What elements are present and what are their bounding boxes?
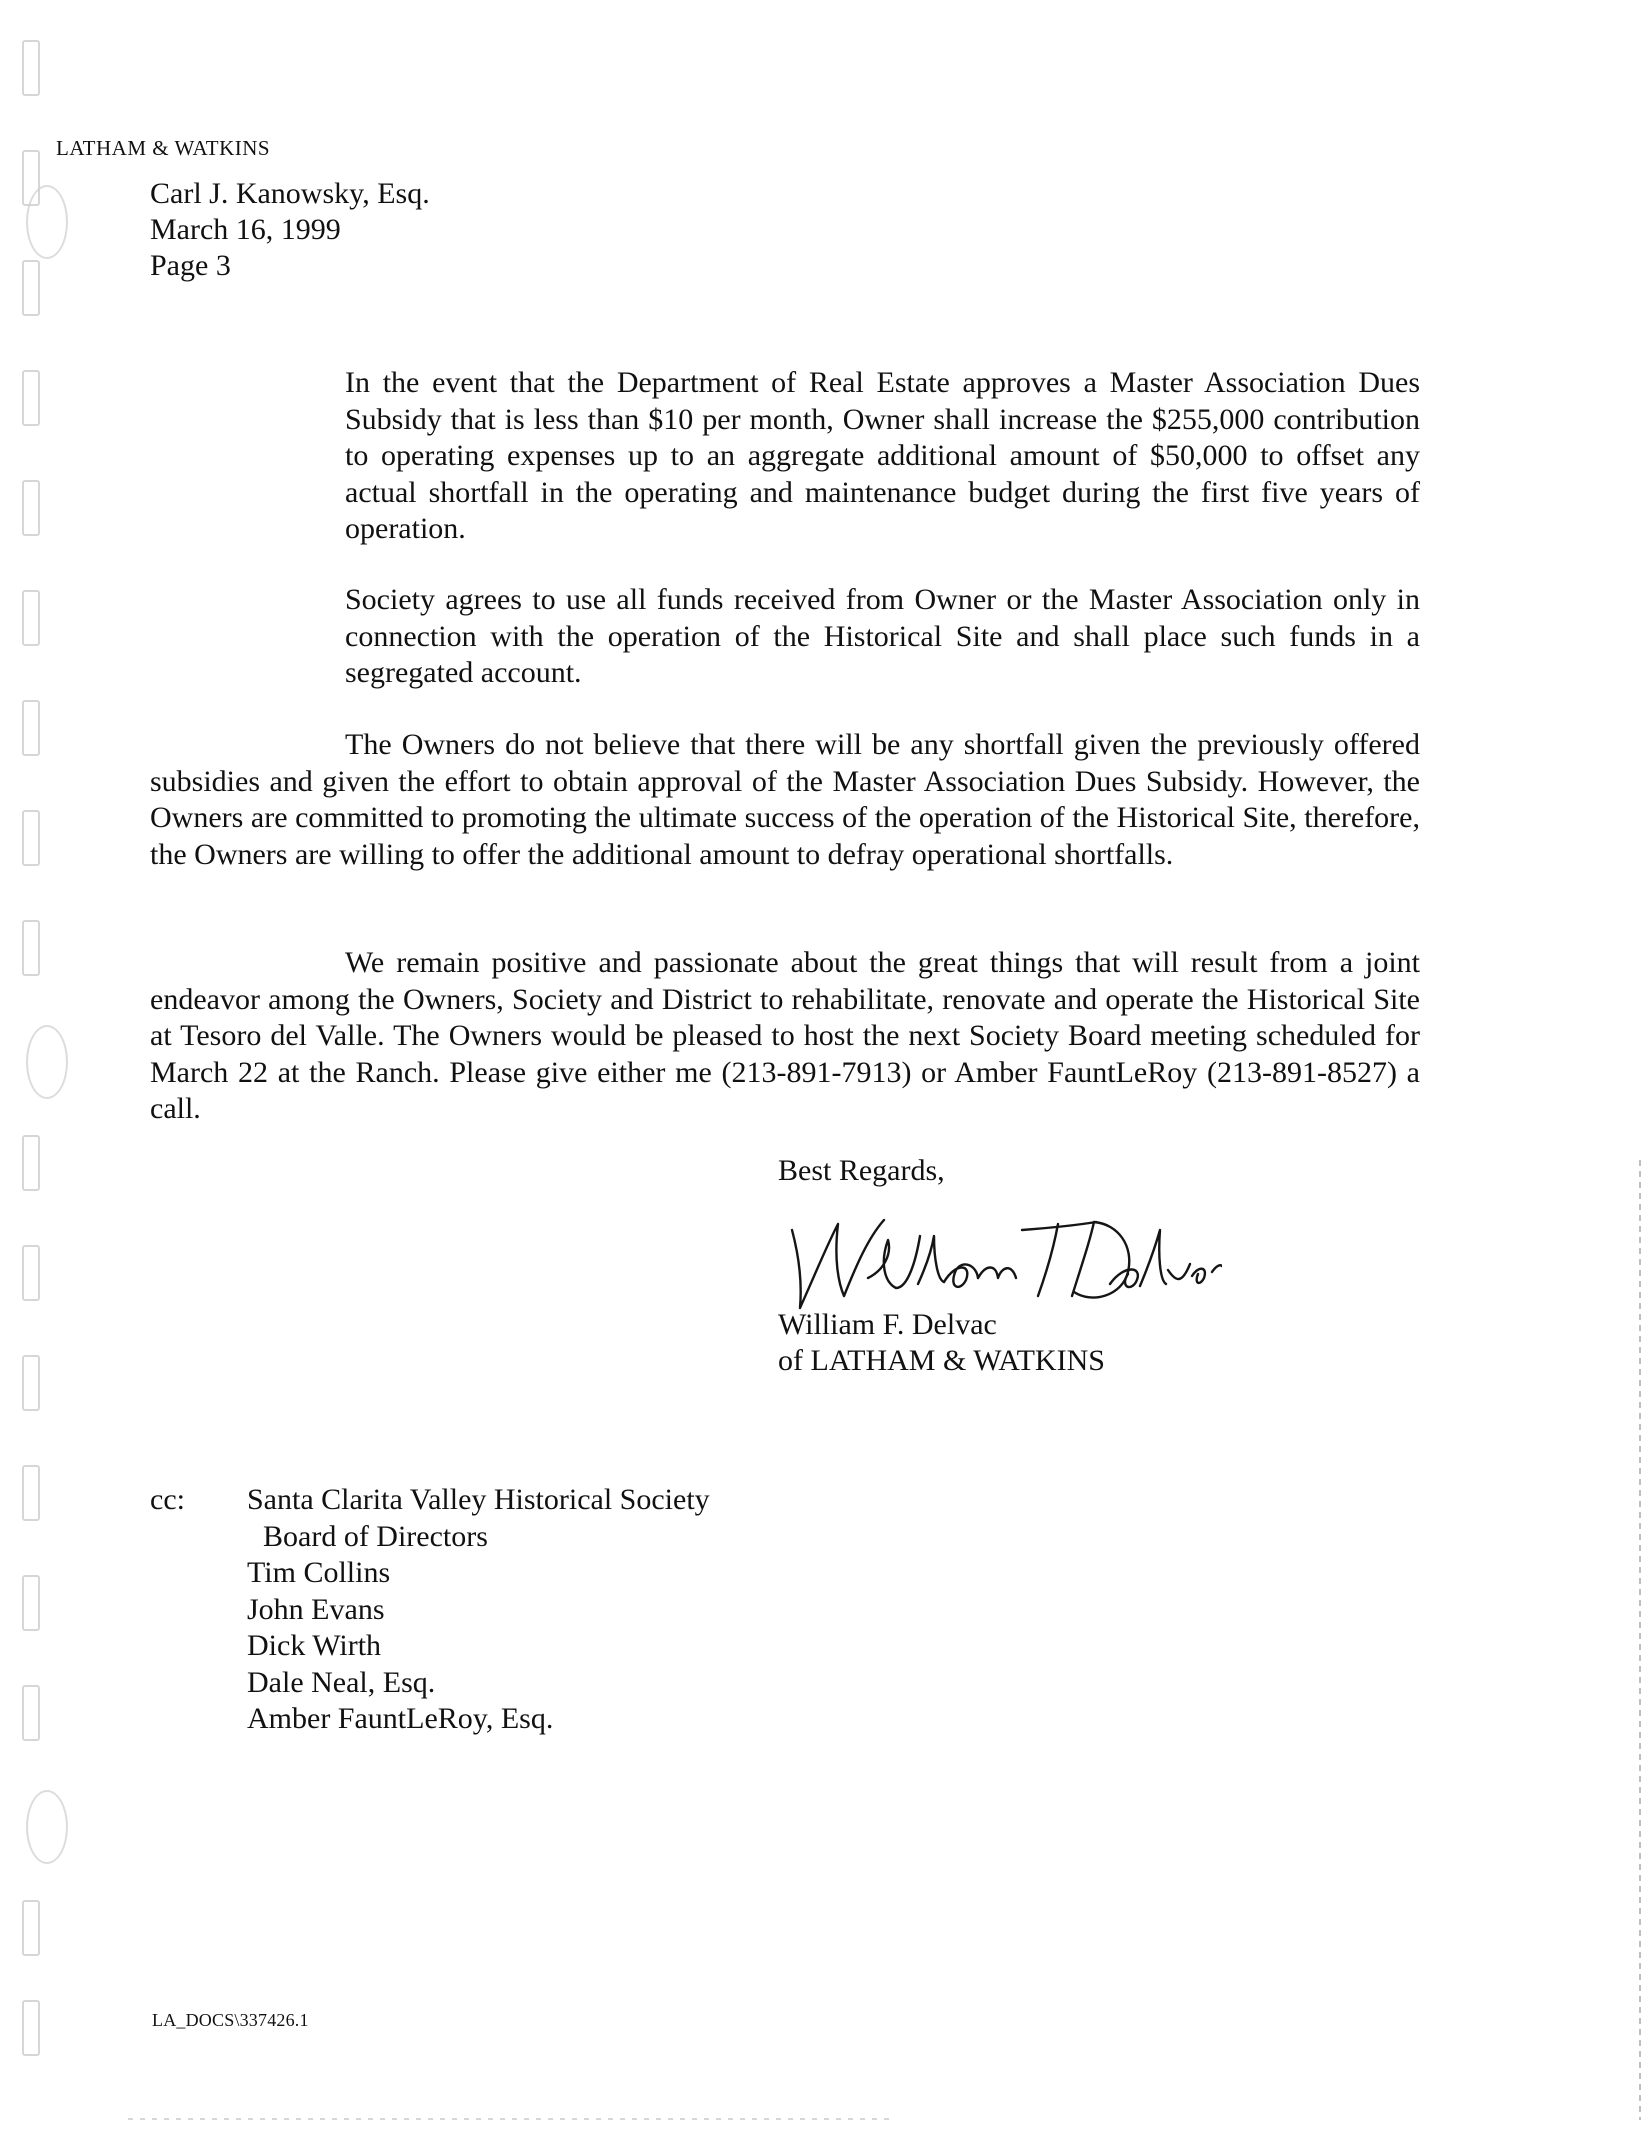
cc-list: [247, 1482, 710, 1738]
paragraph-shortfall: The Owners do not believe that there will be any shortfall given the previously offered subsidies and given the effort to obtain approval of the Master Association Dues Subsidy. However, the Owners are committed to promoting the ultimate success of the operation of the Historical Site, therefore, the Owners are willing to offer the additional amount to defray operational shortfalls.: [150, 728, 1420, 871]
cc-label: cc:: [150, 1483, 185, 1516]
scan-edge-mark: [1639, 1160, 1641, 2120]
binder-hole-marks: [22, 40, 52, 2070]
recipient-name: Carl J. Kanowsky, Esq.: [150, 177, 430, 210]
firm-letterhead: LATHAM & WATKINS: [56, 136, 271, 160]
handwritten-signature: [772, 1200, 1222, 1320]
cc-recipient: Dale Neal, Esq.: [247, 1665, 436, 1699]
page-number: Page 3: [150, 249, 231, 282]
signer-name: William F. Delvac: [778, 1308, 997, 1341]
cc-recipient: Amber FauntLeRoy, Esq.: [247, 1702, 554, 1735]
paragraph-dues-subsidy: In the event that the Department of Real Estate approves a Master Association Dues Subsidy that is less than $10 per month, Owner shall increase the $255,000 contribution to operating expenses up to an aggregate additional amount of $50,000 to offset any actual shortfall in the operating and maintenance budget during the first five years of operation.: [345, 366, 1420, 545]
recipient-block: [150, 176, 430, 284]
cc-recipient: John Evans: [247, 1592, 385, 1626]
closing-salutation: Best Regards,: [778, 1154, 945, 1187]
signer-firm: of LATHAM & WATKINS: [778, 1344, 1105, 1377]
document-reference: LA_DOCS\337426.1: [152, 2010, 309, 2030]
scan-edge-mark-bottom: [128, 2118, 889, 2120]
signer-block: [778, 1307, 1105, 1379]
cc-recipient: Santa Clarita Valley Historical Society: [247, 1483, 710, 1516]
paragraph-society-funds: Society agrees to use all funds received from Owner or the Master Association only in connection with the operation of the Historical Site and shall place such funds in a segregated account.: [345, 583, 1420, 689]
cc-recipient: Dick Wirth: [247, 1629, 382, 1662]
letter-date: March 16, 1999: [150, 213, 341, 246]
cc-recipient: Board of Directors: [263, 1519, 488, 1553]
cc-recipient: Tim Collins: [247, 1556, 391, 1589]
paragraph-endeavor: We remain positive and passionate about the great things that will result from a joint endeavor among the Owners, Society and District to rehabilitate, renovate and operate the Historical Site at Tesoro del Valle. The Owners would be pleased to host the next Society Board meeting scheduled for March 22 at the Ranch. Please give either me (213-891-7913) or Amber FauntLeRoy (213-891-8527) a call.: [150, 946, 1420, 1125]
